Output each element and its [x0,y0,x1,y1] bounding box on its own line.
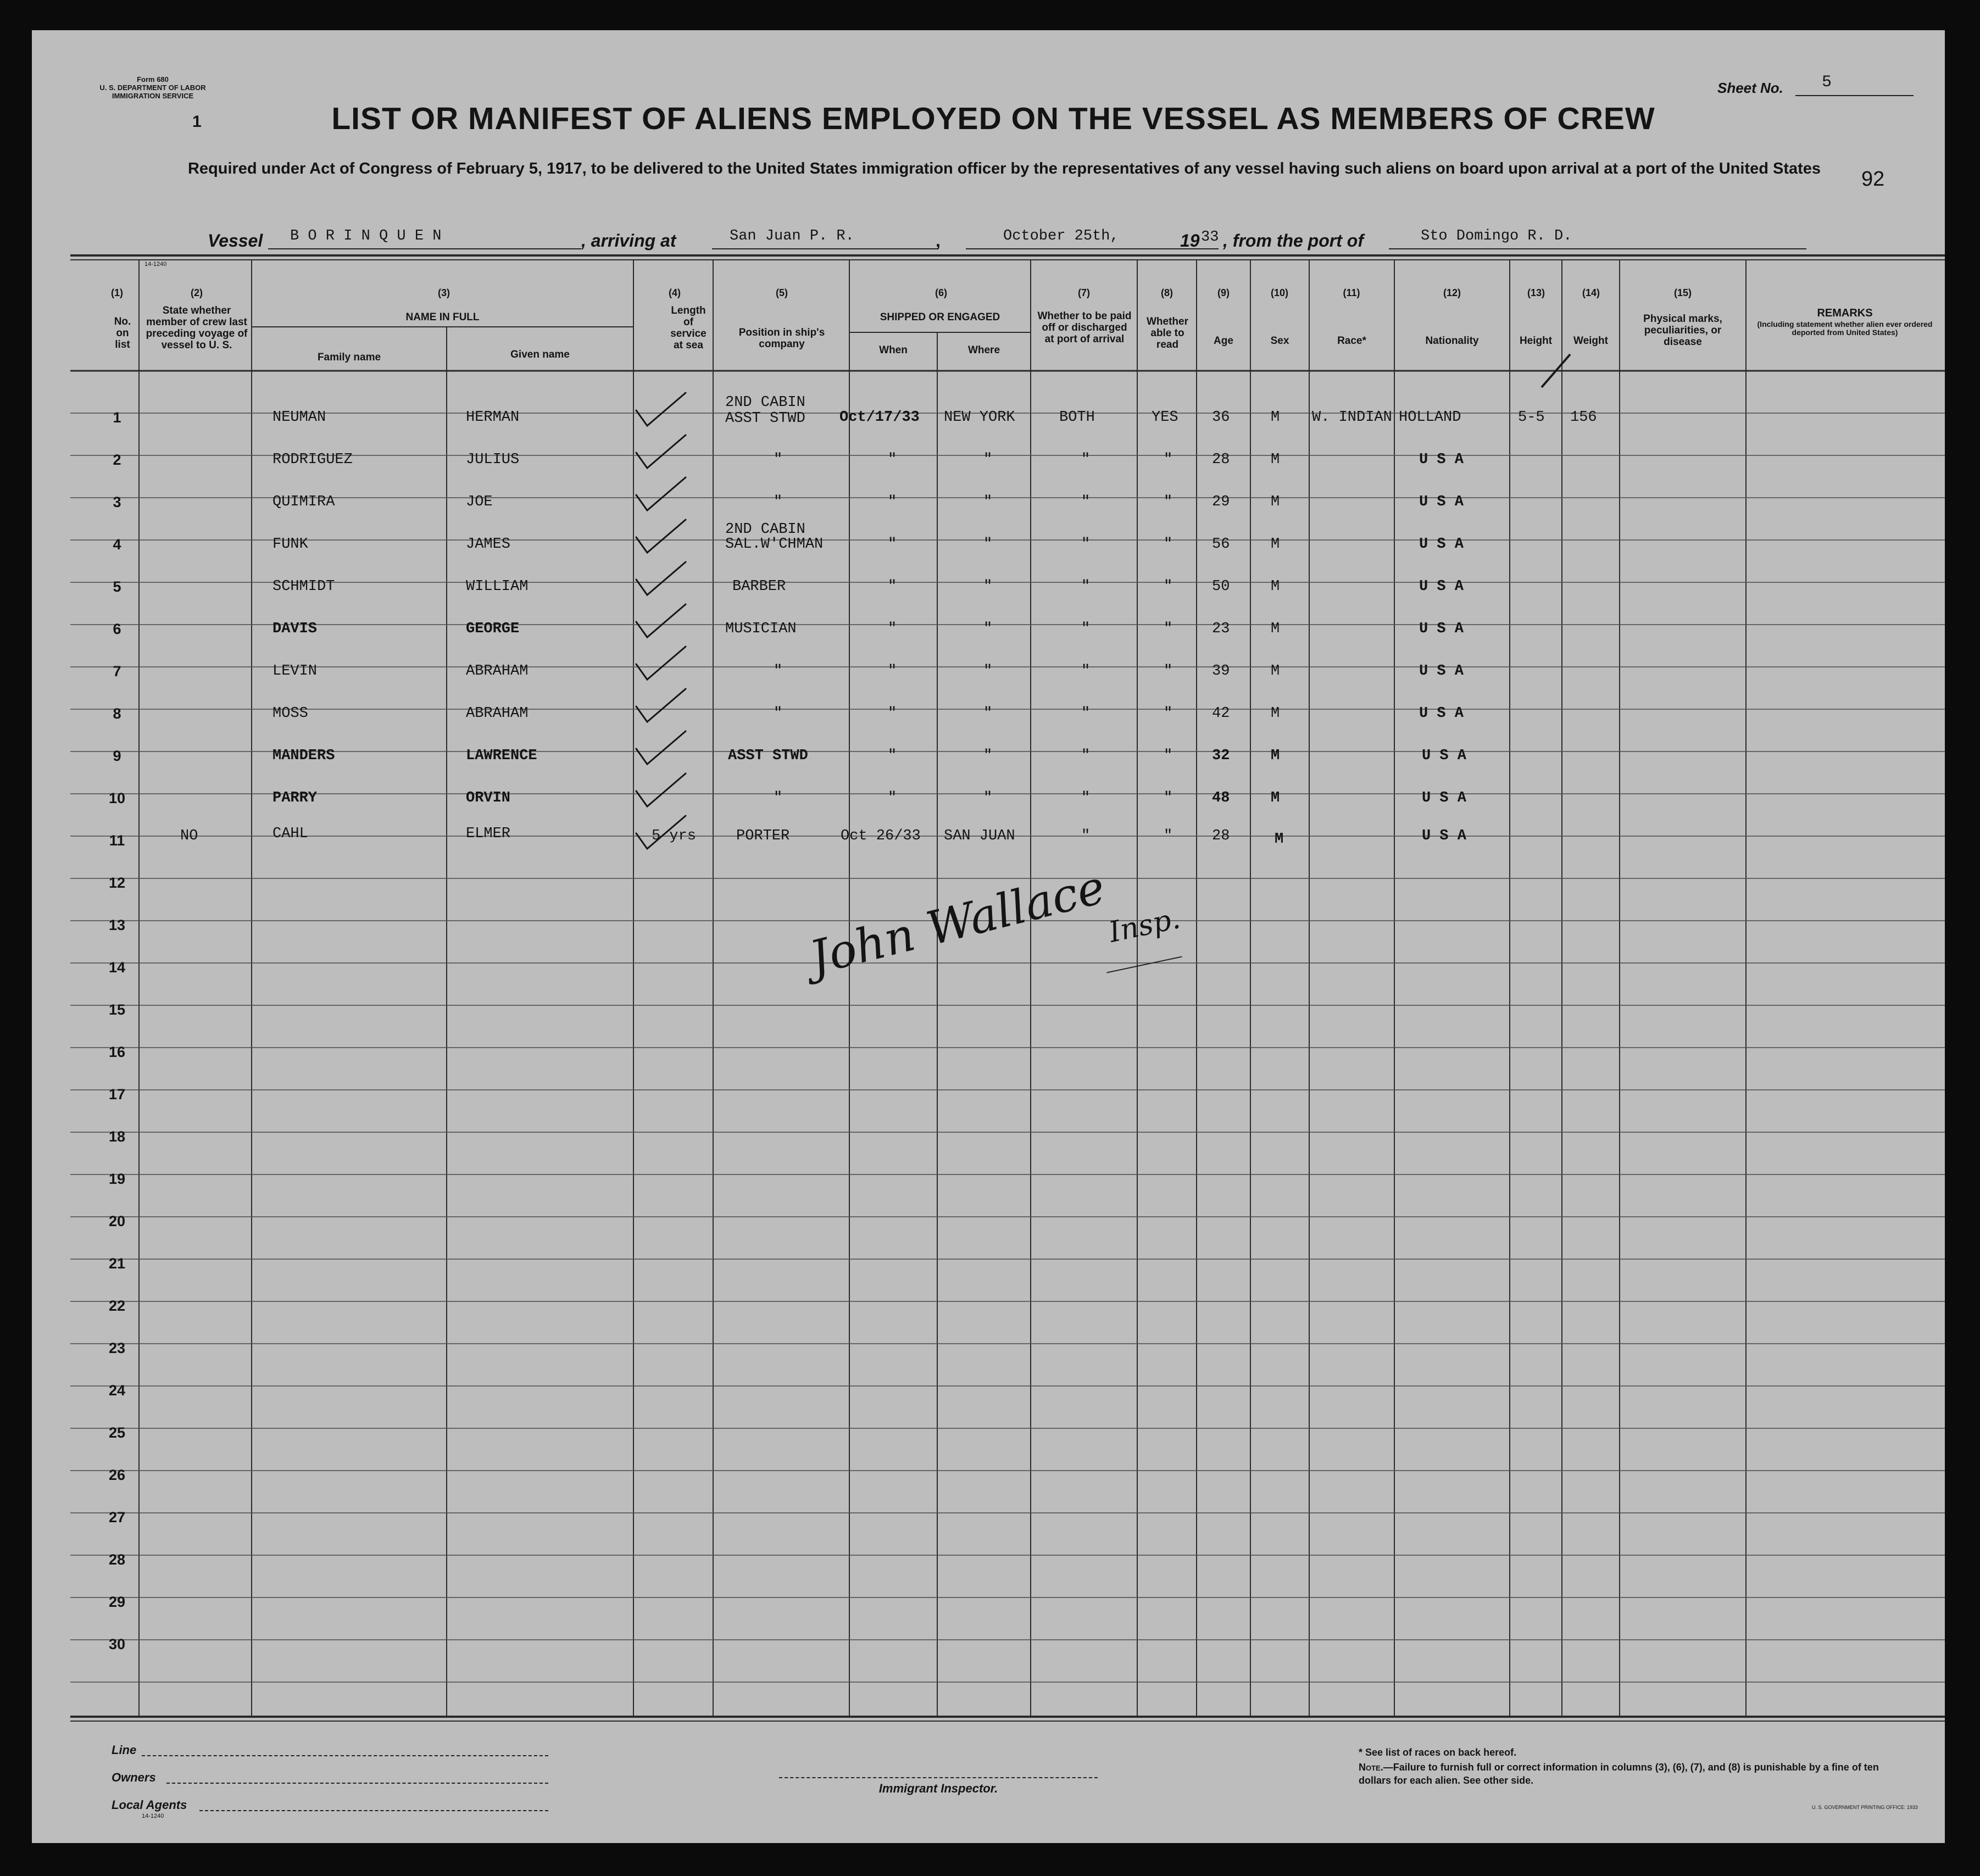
paid-off: " [1081,578,1091,595]
sex: M [1271,494,1280,510]
col-13-number: (13) [1527,287,1545,298]
family-name: FUNK [272,536,308,553]
paid-off: " [1081,663,1091,680]
from-label: , from the port of [1223,231,1364,250]
age: 50 [1212,578,1230,595]
position: " [774,790,783,806]
row-number: 14 [108,959,126,976]
row-number: 10 [108,790,126,806]
remarks-subheader: (Including statement whether alien ever ordered deported from United States) [1757,320,1933,337]
shipped-when: " [888,748,897,764]
row-number: 24 [108,1382,126,1399]
age: 56 [1212,536,1230,553]
owners-label: Owners [112,1771,156,1784]
row-number: 8 [113,705,121,722]
able-to-read: " [1164,536,1173,553]
col-6-where-header: Where [967,344,1000,356]
paid-off: " [1081,828,1091,844]
shipped-where: " [983,621,993,637]
age: 32 [1212,748,1230,764]
position: " [774,663,783,680]
paid-off: " [1081,748,1091,764]
shipped-where: " [983,536,993,553]
shipped-where: " [983,748,993,764]
check-mark-icon [636,477,686,510]
position-line-2: ASST STWD [725,410,805,427]
paid-off: " [1081,790,1091,806]
shipped-where: " [983,578,993,595]
row-number: 9 [113,748,121,764]
able-to-read: YES [1152,409,1178,426]
age: 42 [1212,705,1230,722]
row-number: 21 [108,1255,126,1272]
vessel-name: B O R I N Q U E N [290,228,442,244]
from-port: Sto Domingo R. D. [1421,228,1572,244]
paid-off: " [1081,705,1091,722]
paid-off: " [1081,452,1091,468]
position: " [774,494,783,510]
remarks-header: REMARKS [1817,307,1873,319]
race: W. INDIAN [1312,409,1392,426]
position: " [774,705,783,722]
row-number: 16 [108,1044,126,1060]
col-11-number: (11) [1343,287,1360,298]
sex: M [1271,452,1280,468]
age: 28 [1212,452,1230,468]
sex: M [1271,578,1280,595]
position: ASST STWD [728,748,808,764]
col-6-header: SHIPPED OR ENGAGED [880,311,1000,323]
vessel-label: Vessel [208,231,263,250]
age: 48 [1212,790,1230,806]
check-mark-icon [636,562,686,595]
nationality: U S A [1422,748,1467,764]
position: " [774,452,783,468]
last-voyage: NO [180,828,198,844]
agents-code: 14-1240 [142,1813,164,1819]
arriving-port: San Juan P. R. [730,228,854,244]
col-11-header: Race* [1337,335,1366,347]
family-name: DAVIS [272,621,318,637]
col-10-header: Sex [1270,335,1289,347]
row-number: 12 [108,875,126,891]
sex: M [1271,663,1280,680]
penalty-note [1359,1761,1892,1787]
col-9-header: Age [1214,335,1233,347]
col-10-number: (10) [1270,287,1288,298]
col-9-number: (9) [1217,287,1230,298]
sheet-number-value: 5 [1822,73,1832,92]
inspector-signature: John Wallace [804,860,1110,985]
col-4-header: Length of service at sea [670,305,707,351]
check-mark-icon [636,731,686,764]
row-number: 7 [113,663,121,680]
sex: M [1271,621,1280,637]
form-number: Form 680 [137,75,169,83]
sex: M [1271,748,1280,764]
check-mark-icon [636,816,686,849]
col-3-given-header: Given name [510,349,570,360]
check-marks [625,382,735,854]
row-number: 28 [108,1551,126,1568]
position: BARBER [732,578,786,595]
family-name: QUIMIRA [272,494,335,510]
check-mark-icon [636,520,686,553]
able-to-read: " [1164,621,1173,637]
family-name: CAHL [272,826,308,842]
given-name: GEORGE [466,621,520,637]
shipped-where: SAN JUAN [944,828,1015,844]
family-name: SCHMIDT [272,578,335,595]
arriving-label: , arriving at [581,231,676,250]
family-name: MANDERS [272,748,335,764]
nationality: U S A [1419,536,1464,553]
line-underline [142,1755,548,1756]
row-number: 30 [108,1636,126,1652]
col-12-header: Nationality [1425,335,1479,347]
inspector-title: Insp. [1106,902,1183,949]
nationality: U S A [1419,578,1464,595]
age: 36 [1212,409,1230,426]
col-5-header: Position in ship's company [738,327,825,350]
paid-off: " [1081,494,1091,510]
nationality: U S A [1419,452,1464,468]
row-number: 5 [113,578,121,595]
check-mark-icon [636,647,686,680]
able-to-read: " [1164,748,1173,764]
col-6-number: (6) [935,287,947,298]
nationality: U S A [1419,663,1464,680]
paid-off: " [1081,536,1091,553]
sex: M [1271,790,1280,806]
check-mark-icon [636,773,686,806]
position: PORTER [736,828,790,844]
age: 23 [1212,621,1230,637]
col-2-number: (2) [191,287,203,298]
row-number: 17 [108,1086,126,1103]
manifest-sheet [32,30,1945,1843]
sheet-number-label: Sheet No. [1717,80,1783,96]
small-code: 14-1240 [144,261,167,268]
owners-underline [166,1783,548,1784]
col-8-header: Whether able to read [1147,316,1188,350]
given-name: JOE [466,494,493,510]
family-name: PARRY [272,790,318,806]
inspector-label: Immigrant Inspector. [878,1782,998,1795]
nationality: U S A [1422,828,1467,844]
arrival-date: October 25th, [1003,228,1119,244]
shipped-where: " [983,705,993,722]
shipped-when: " [888,452,897,468]
row-number: 1 [113,409,121,426]
col-3-number: (3) [438,287,450,298]
col-7-number: (7) [1078,287,1090,298]
age: 29 [1212,494,1230,510]
year-value: 33 [1201,229,1219,246]
note-label: Note. [1359,1762,1383,1773]
position: MUSICIAN [725,621,797,637]
col-13-header: Height [1519,335,1553,347]
weight: 156 [1570,409,1597,426]
service-name: IMMIGRATION SERVICE [112,92,194,100]
row-number: 20 [108,1213,126,1229]
given-name: ORVIN [466,790,511,806]
check-mark-icon [636,689,686,722]
nationality: U S A [1422,790,1467,806]
row-number: 26 [108,1467,126,1483]
shipped-where: " [983,452,993,468]
shipped-when: " [888,578,897,595]
col-14-header: Weight [1573,335,1608,347]
races-note: * See list of races on back hereof. [1359,1747,1517,1758]
able-to-read: " [1164,663,1173,680]
row-number: 2 [113,452,121,468]
nationality: HOLLAND [1399,409,1461,426]
nationality: U S A [1419,621,1464,637]
sex: M [1271,705,1280,722]
given-name: JULIUS [466,452,520,468]
age: 39 [1212,663,1230,680]
given-name: JAMES [466,536,511,553]
agents-label: Local Agents [112,1798,187,1812]
able-to-read: " [1164,828,1173,844]
check-mark-icon [636,435,686,468]
note-text: —Failure to furnish full or correct information in columns (3), (6), (7), and (8) is punishable by a fine of ten dollars for each alien. See other side. [1359,1762,1879,1786]
row-number: 22 [108,1298,126,1314]
col-7-header: Whether to be paid off or discharged at port of arrival [1037,310,1132,345]
shipped-where: " [983,790,993,806]
col-2-header: State whether member of crew last preceding voyage of vessel to U. S. [146,305,248,351]
given-name: WILLIAM [466,578,529,595]
shipped-where: " [983,663,993,680]
shipped-when: Oct 26/33 [841,828,921,844]
col-12-number: (12) [1443,287,1461,298]
shipped-when: " [888,621,897,637]
left-mark: 1 [192,113,202,131]
shipped-where: NEW YORK [944,409,1015,426]
row-number: 13 [108,917,126,933]
department-name: U. S. DEPARTMENT OF LABOR [99,83,206,92]
row-number: 29 [108,1594,126,1610]
height: 5-5 [1518,409,1545,426]
agents-underline [199,1810,548,1811]
col-3-family-header: Family name [317,352,381,363]
col-1-number: (1) [111,287,123,298]
paid-off: BOTH [1059,409,1095,426]
given-name: ELMER [466,826,511,842]
inspector-signature-line [779,1777,1098,1778]
able-to-read: " [1164,494,1173,510]
given-name: LAWRENCE [466,748,537,764]
comma: , [936,231,941,250]
col-3-header: NAME IN FULL [405,311,480,323]
stamp-number: 92 [1861,168,1885,191]
page-title: LIST OR MANIFEST OF ALIENS EMPLOYED ON THE VESSEL AS MEMBERS OF CREW [331,101,1655,136]
shipped-when: " [888,790,897,806]
col-6-when-header: When [879,344,908,356]
row-number: 6 [113,621,121,637]
col-15-header: Physical marks, peculiarities, or disease [1643,313,1722,348]
check-mark-icon [636,393,686,426]
shipped-when: " [888,536,897,553]
able-to-read: " [1164,790,1173,806]
row-number: 19 [108,1171,126,1187]
row-number: 4 [113,536,121,553]
sex: M [1275,831,1284,848]
able-to-read: " [1164,578,1173,595]
able-to-read: " [1164,452,1173,468]
age: 28 [1212,828,1230,844]
able-to-read: " [1164,705,1173,722]
given-name: ABRAHAM [466,705,529,722]
col-1-header: No. on list [114,316,131,350]
row-number: 18 [108,1128,126,1145]
nationality: U S A [1419,494,1464,510]
col-14-number: (14) [1582,287,1600,298]
col-5-number: (5) [776,287,788,298]
family-name: RODRIGUEZ [272,452,353,468]
service-length: 5 yrs [652,828,697,844]
subtitle: Required under Act of Congress of February 5, 1917, to be delivered to the United States immigration officer by the representatives of any vessel having such aliens on board upon arrival at a port of the United States [187,160,1821,177]
row-number: 3 [113,494,121,510]
col-4-number: (4) [669,287,681,298]
shipped-when: " [888,705,897,722]
given-name: ABRAHAM [466,663,529,680]
given-name: HERMAN [466,409,520,426]
year-prefix: 19 [1180,231,1200,250]
position: 2ND CABIN [725,394,805,411]
shipped-where: " [983,494,993,510]
paid-off: " [1081,621,1091,637]
printing-office: U. S. GOVERNMENT PRINTING OFFICE: 1933 [1812,1805,1918,1810]
shipped-when: " [888,663,897,680]
sex: M [1271,409,1280,426]
nationality: U S A [1419,705,1464,722]
position: 2ND CABIN [725,521,805,538]
family-name: MOSS [272,705,308,722]
position-line-2: SAL.W'CHMAN [725,536,824,553]
row-number: 27 [108,1509,126,1526]
check-mark-icon [636,604,686,637]
shipped-when: Oct/17/33 [839,409,920,426]
row-number: 15 [108,1001,126,1018]
row-number: 25 [108,1424,126,1441]
line-label: Line [112,1743,137,1757]
family-name: NEUMAN [272,409,326,426]
row-number: 23 [108,1340,126,1356]
row-number: 11 [109,832,125,849]
shipped-when: " [888,494,897,510]
family-name: LEVIN [272,663,318,680]
col-8-number: (8) [1161,287,1173,298]
sex: M [1271,536,1280,553]
col-15-number: (15) [1673,287,1692,298]
